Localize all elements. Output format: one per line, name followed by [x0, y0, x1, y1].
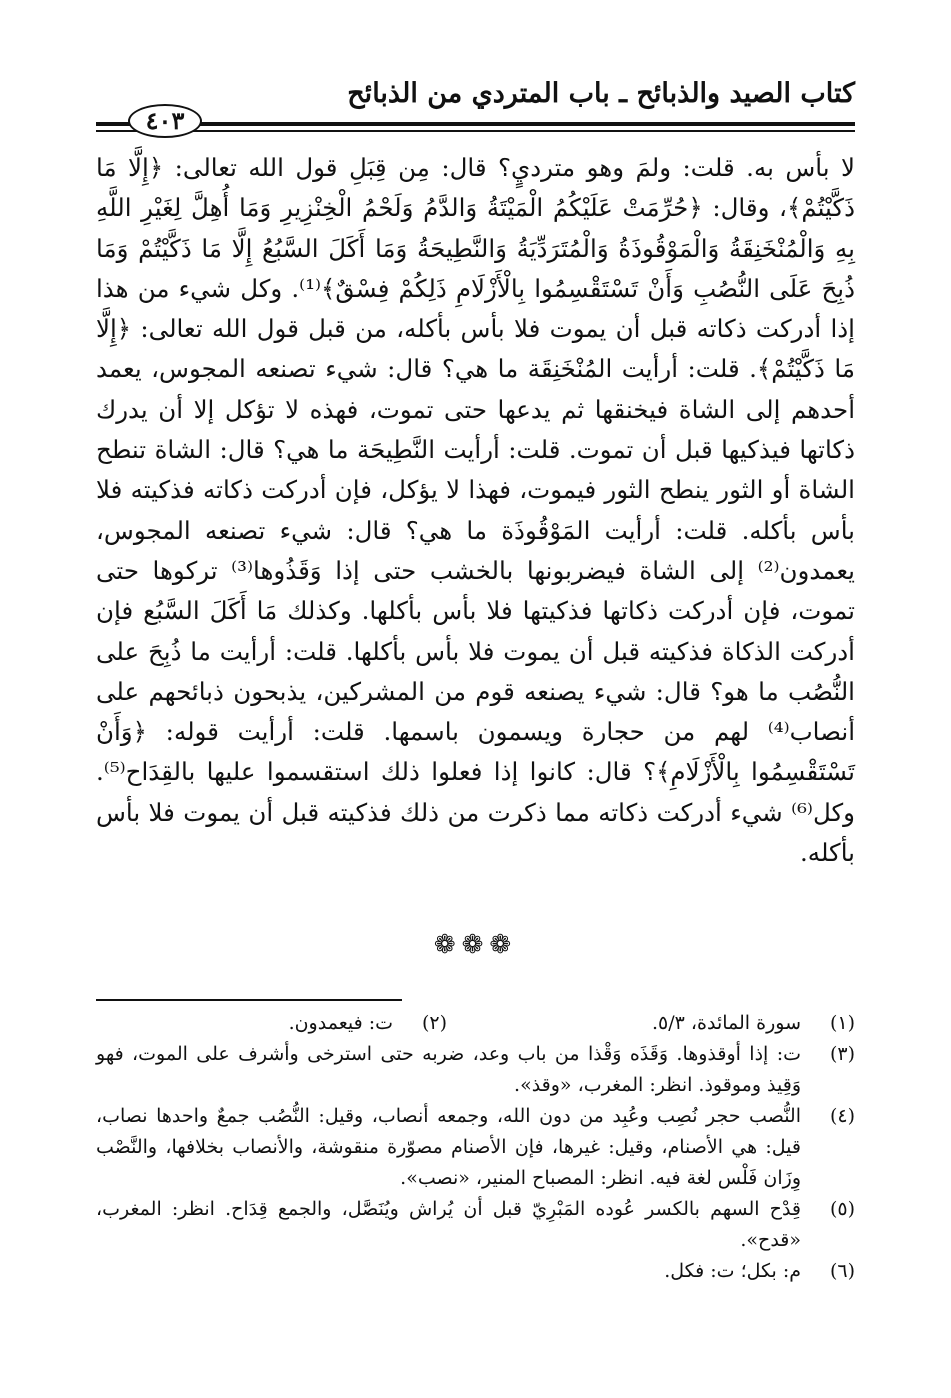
footnote-row	[96, 1008, 855, 1039]
page-number: ٤٠٣	[128, 104, 202, 138]
footnote-text: ت: فيعمدون.	[288, 1012, 393, 1034]
footnote-4	[96, 1101, 855, 1194]
footnote-text: النُّصب حجر نُصِب وعُبِد من دون الله، وجمعه أنصاب، وقيل: النُّصُب جمعٌ واحدها نصاب، قيل: هي الأصنام، وقيل: غيرها، فإن الأصنام مصوّرة منقوشة، والأنصاب بخلافها، والنَّصْب وِزَان فَلْس لغة فيه. انظر: المصباح المنير، «نصب».	[96, 1105, 801, 1189]
footnote-number: (٤)	[829, 1105, 855, 1127]
footnote-text: ت: إذا أوقذوها. وَقَذَه وَقْذا من باب وعد، ضربه حتى استرخى وأشرف على الموت، فهو وَقِيذ وموقوذ. انظر: المغرب، «وقذ».	[96, 1043, 801, 1096]
footnote-6	[96, 1256, 855, 1287]
footnote-text: سورة المائدة، ٥/٣.	[652, 1012, 801, 1034]
footnote-text: م: بكل؛ ت: فكل.	[664, 1260, 801, 1282]
footnote-number: (٥)	[829, 1198, 855, 1220]
footnote-text: قِدْح السهم بالكسر عُوده المَبْرِيّ قبل أن يُراش ويُنَصَّل، والجمع قِدَاح. انظر: المغرب، «قدح».	[96, 1198, 801, 1251]
running-title: كتاب الصيد والذبائح ـ باب المتردي من الذبائح	[347, 78, 855, 109]
footnote-number: (٢)	[421, 1012, 447, 1034]
footnote-rule	[96, 999, 402, 1001]
footnote-3	[96, 1039, 855, 1101]
footnote-5	[96, 1194, 855, 1256]
page-header	[96, 78, 855, 135]
header-rule-thick	[96, 122, 855, 126]
footnote-1	[447, 1008, 855, 1039]
footnotes	[96, 1008, 855, 1287]
header-rule-thin	[96, 130, 855, 132]
footnote-number: (١)	[829, 1012, 855, 1034]
footnote-number: (٦)	[829, 1260, 855, 1282]
main-text	[96, 148, 855, 873]
footnote-2	[289, 1008, 447, 1039]
section-separator: ❁❁❁	[433, 930, 518, 960]
footnote-number: (٣)	[829, 1043, 855, 1065]
body-paragraph: لا بأس به. قلت: ولمَ وهو مترديٍ؟ قال: مِن قِبَلِ قول الله تعالى: ﴿إِلَّا مَا ذَكَّيْتُمْ﴾، وقال: ﴿حُرِّمَتْ عَلَيْكُمُ الْمَيْتَةُ وَالدَّمُ وَلَحْمُ الْخِنْزِيرِ وَمَا أُهِلَّ لِغَيْرِ اللَّهِ بِهِ وَالْمُنْخَنِقَةُ وَالْمَوْقُوذَةُ وَالْمُتَرَدِّيَةُ وَالنَّطِيحَةُ وَمَا أَكَلَ السَّبُعُ إِلَّا مَا ذَكَّيْتُمْ وَمَا ذُبِحَ عَلَى النُّصُبِ وَأَنْ تَسْتَقْسِمُوا بِالْأَزْلَامِ ذَلِكُمْ فِسْقٌ﴾⁽¹⁾. وكل شيء من هذا إذا أدركت ذكاته قبل أن يموت فلا بأس بأكله، من قبل قول الله تعالى: ﴿إِلَّا مَا ذَكَّيْتُمْ﴾. قلت: أرأيت المُنْخَنِقَة ما هي؟ قال: شيء تصنعه المجوس، يعمد أحدهم إلى الشاة فيخنقها ثم يدعها حتى تموت، فهذه لا تؤكل إلا أن يدرك ذكاتها فيذكيها قبل أن تموت. قلت: أرأيت النَّطِيحَة ما هي؟ قال: الشاة تنطح الشاة أو الثور ينطح الثور فيموت، فهذا لا يؤكل، فإن أدركت ذكاته فذكيته فلا بأس بأكله. قلت: أرأيت المَوْقُوذَة ما هي؟ قال: شيء تصنعه المجوس، يعمدون⁽²⁾ إلى الشاة فيضربونها بالخشب حتى إذا وَقَذُوها⁽³⁾ تركوها حتى تموت، فإن أدركت ذكاتها فذكيتها فلا بأس بأكلها. وكذلك مَا أَكَلَ السَّبُع فإن أدركت الذكاة فذكيته قبل أن يموت فلا بأس بأكلها. قلت: أرأيت ما ذُبِحَ على النُّصُب ما هو؟ قال: شيء يصنعه قوم من المشركين، يذبحون ذبائحهم على أنصاب⁽⁴⁾ لهم من حجارة ويسمون باسمها. قلت: أرأيت قوله: ﴿وَأَنْ تَسْتَقْسِمُوا بِالْأَزْلَامِ﴾؟ قال: كانوا إذا فعلوا ذلك استقسموا عليها بالقِدَاح⁽⁵⁾. وكل⁽⁶⁾ شيء أدركت ذكاته مما ذكرت من ذلك فذكيته قبل أن يموت فلا بأس بأكله.	[96, 153, 855, 868]
